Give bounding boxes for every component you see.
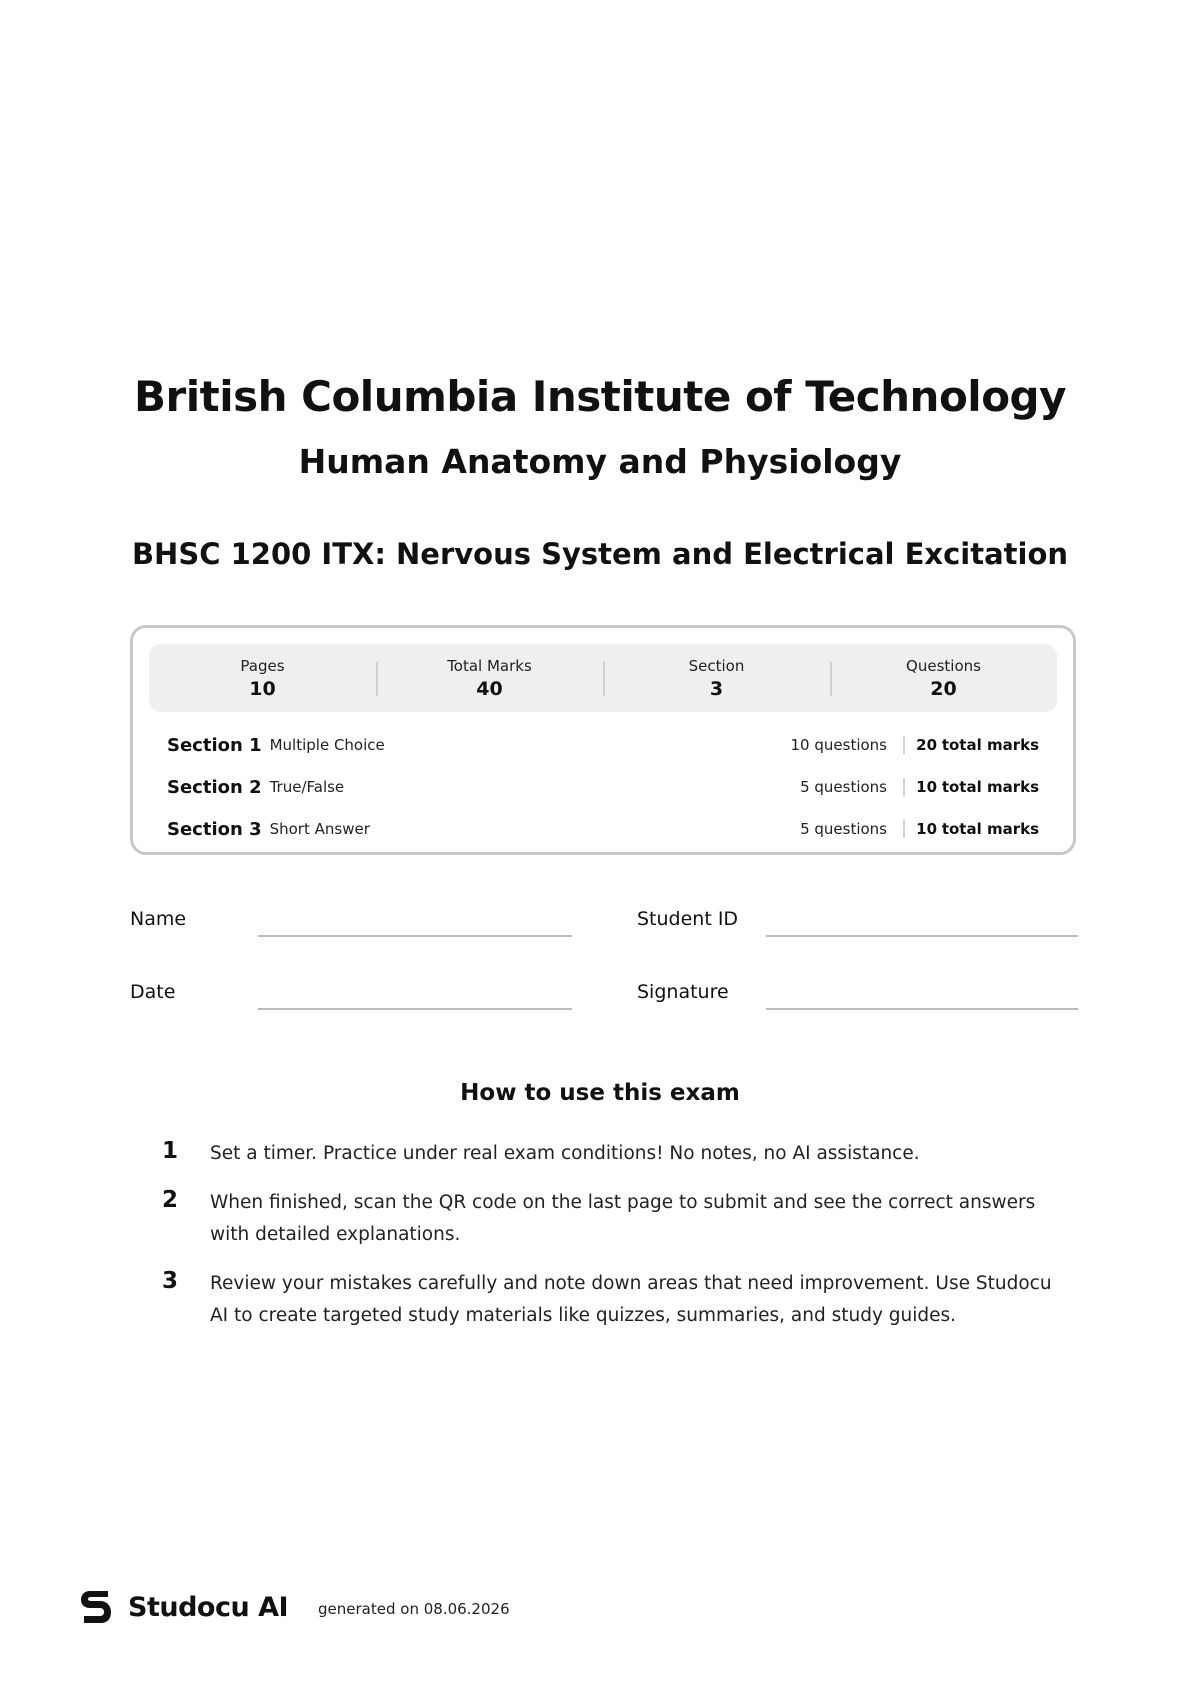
brand-name: Studocu AI bbox=[128, 1591, 289, 1623]
stat-value: 20 bbox=[930, 677, 957, 700]
student-id-field[interactable] bbox=[766, 935, 1078, 937]
stat-label: Pages bbox=[240, 656, 285, 675]
name-field[interactable] bbox=[258, 935, 572, 937]
date-label: Date bbox=[130, 981, 176, 1003]
exam-summary-card bbox=[130, 625, 1076, 855]
stat-value: 3 bbox=[709, 677, 724, 700]
stat-label: Section bbox=[688, 656, 745, 675]
section-question-count: 5 questions bbox=[777, 778, 905, 796]
section-marks bbox=[905, 820, 1039, 838]
section-marks-number: 10 bbox=[916, 820, 938, 838]
section-marks-text: total marks bbox=[941, 778, 1039, 796]
howto-title: How to use this exam bbox=[460, 1080, 740, 1106]
step-text: Review your mistakes carefully and note down areas that need improvement. Use Studocu AI to create targeted study materials like quizzes, summaries, and study guides. bbox=[210, 1273, 1052, 1326]
signature-label: Signature bbox=[637, 981, 729, 1003]
studocu-logo-icon bbox=[78, 1588, 114, 1626]
section-name: Section 1 bbox=[167, 734, 262, 756]
subject-title: Human Anatomy and Physiology bbox=[298, 442, 902, 481]
section-marks bbox=[905, 778, 1039, 796]
step-number: 3 bbox=[162, 1268, 179, 1294]
student-id-label: Student ID bbox=[637, 908, 739, 930]
footer bbox=[78, 1588, 510, 1626]
stat-pages bbox=[149, 644, 376, 712]
section-name: Section 2 bbox=[167, 776, 262, 798]
signature-field[interactable] bbox=[766, 1008, 1078, 1010]
section-type: True/False bbox=[269, 778, 345, 796]
section-question-count: 10 questions bbox=[777, 736, 905, 754]
stat-section bbox=[603, 644, 830, 712]
stat-questions bbox=[830, 644, 1057, 712]
section-marks-number: 10 bbox=[916, 778, 938, 796]
howto-step-3 bbox=[162, 1268, 1062, 1332]
section-question-count: 5 questions bbox=[777, 820, 905, 838]
section-type: Short Answer bbox=[269, 820, 370, 838]
step-text: Set a timer. Practice under real exam conditions! No notes, no AI assistance. bbox=[210, 1143, 920, 1164]
date-field[interactable] bbox=[258, 1008, 572, 1010]
section-marks-text: total marks bbox=[941, 820, 1039, 838]
section-row-1 bbox=[167, 730, 1039, 760]
section-marks-text: total marks bbox=[941, 736, 1039, 754]
stat-value: 10 bbox=[249, 677, 276, 700]
course-title: BHSC 1200 ITX: Nervous System and Electrical Excitation bbox=[131, 537, 1069, 571]
howto-step-2 bbox=[162, 1187, 1062, 1251]
stat-total-marks bbox=[376, 644, 603, 712]
name-label: Name bbox=[130, 908, 187, 930]
step-text: When finished, scan the QR code on the last page to submit and see the correct answers with detailed explanations. bbox=[210, 1192, 1036, 1245]
stat-label: Total Marks bbox=[447, 656, 532, 675]
institution-title: British Columbia Institute of Technology bbox=[134, 372, 1066, 421]
section-marks-number: 20 bbox=[916, 736, 938, 754]
stat-value: 40 bbox=[476, 677, 503, 700]
section-row-3 bbox=[167, 814, 1039, 844]
stats-bar bbox=[149, 644, 1057, 712]
step-number: 2 bbox=[162, 1187, 179, 1213]
section-row-2 bbox=[167, 772, 1039, 802]
section-type: Multiple Choice bbox=[269, 736, 385, 754]
generated-date: generated on 08.06.2026 bbox=[318, 1600, 510, 1618]
stat-label: Questions bbox=[906, 656, 981, 675]
section-marks bbox=[905, 736, 1039, 754]
howto-step-1 bbox=[162, 1138, 1062, 1170]
section-name: Section 3 bbox=[167, 818, 262, 840]
step-number: 1 bbox=[162, 1138, 179, 1164]
